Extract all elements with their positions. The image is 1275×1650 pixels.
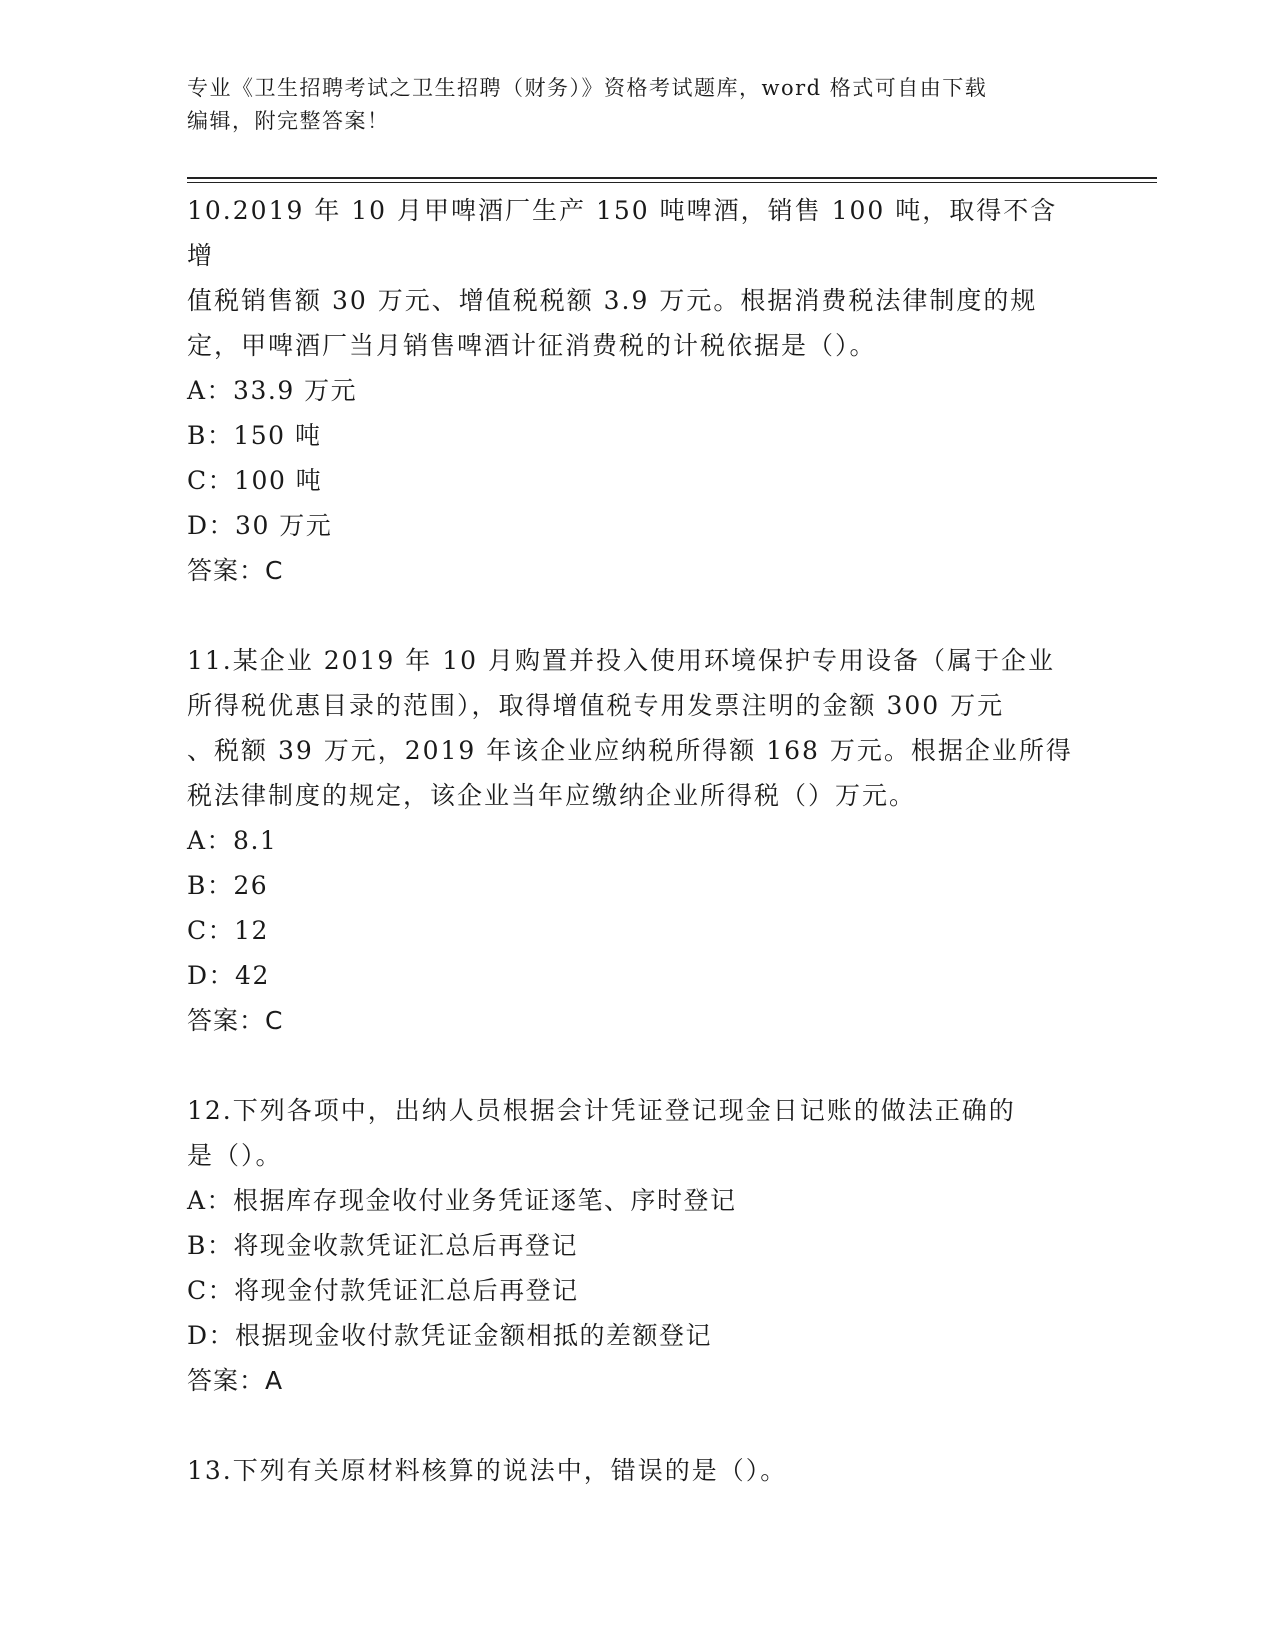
question-list bbox=[187, 188, 1077, 1493]
question-gap bbox=[187, 593, 1077, 638]
question-stem-line: 是（）。 bbox=[187, 1141, 283, 1170]
question-stem-line: 税法律制度的规定，该企业当年应缴纳企业所得税（）万元。 bbox=[187, 781, 917, 810]
header-divider-thick bbox=[187, 177, 1157, 179]
question-stem-line: 定，甲啤酒厂当月销售啤酒计征消费税的计税依据是（）。 bbox=[187, 331, 877, 360]
option-b: B：26 bbox=[187, 871, 269, 900]
option-d: D：30 万元 bbox=[187, 511, 333, 540]
question-stem-line: 、税额 39 万元，2019 年该企业应纳税所得额 168 万元。根据企业所得 bbox=[187, 736, 1073, 765]
option-c: C：12 bbox=[187, 916, 269, 945]
question-10 bbox=[187, 188, 1077, 593]
option-c: C：将现金付款凭证汇总后再登记 bbox=[187, 1276, 579, 1305]
option-d: D：42 bbox=[187, 961, 270, 990]
option-a: A：根据库存现金收付业务凭证逐笔、序时登记 bbox=[187, 1186, 737, 1215]
question-stem-line: 13.下列有关原材料核算的说法中，错误的是（）。 bbox=[187, 1456, 788, 1485]
question-stem-line: 值税销售额 30 万元、增值税税额 3.9 万元。根据消费税法律制度的规 bbox=[187, 286, 1038, 315]
option-b: B：150 吨 bbox=[187, 421, 322, 450]
answer-line: 答案：C bbox=[187, 1006, 284, 1035]
question-gap bbox=[187, 1043, 1077, 1088]
question-stem-line: 12.下列各项中，出纳人员根据会计凭证登记现金日记账的做法正确的 bbox=[187, 1096, 1016, 1125]
question-12 bbox=[187, 1088, 1077, 1403]
option-c: C：100 吨 bbox=[187, 466, 323, 495]
header-line-2: 编辑，附完整答案！ bbox=[187, 109, 390, 133]
option-a: A：33.9 万元 bbox=[187, 376, 358, 405]
answer-line: 答案：C bbox=[187, 556, 284, 585]
document-header bbox=[187, 72, 1087, 138]
option-d: D：根据现金收付款凭证金额相抵的差额登记 bbox=[187, 1321, 713, 1350]
option-b: B：将现金收款凭证汇总后再登记 bbox=[187, 1231, 578, 1260]
question-stem-line: 11.某企业 2019 年 10 月购置并投入使用环境保护专用设备（属于企业 bbox=[187, 646, 1055, 675]
question-11 bbox=[187, 638, 1077, 1043]
question-stem-line: 10.2019 年 10 月甲啤酒厂生产 150 吨啤酒，销售 100 吨，取得不含增 bbox=[187, 196, 1058, 270]
option-a: A：8.1 bbox=[187, 826, 278, 855]
header-line-1: 专业《卫生招聘考试之卫生招聘（财务）》资格考试题库，word 格式可自由下载 bbox=[187, 76, 988, 100]
header-divider-thin bbox=[187, 182, 1157, 183]
question-13 bbox=[187, 1448, 1077, 1493]
question-stem-line: 所得税优惠目录的范围），取得增值税专用发票注明的金额 300 万元 bbox=[187, 691, 1005, 720]
answer-line: 答案：A bbox=[187, 1366, 284, 1395]
question-gap bbox=[187, 1403, 1077, 1448]
